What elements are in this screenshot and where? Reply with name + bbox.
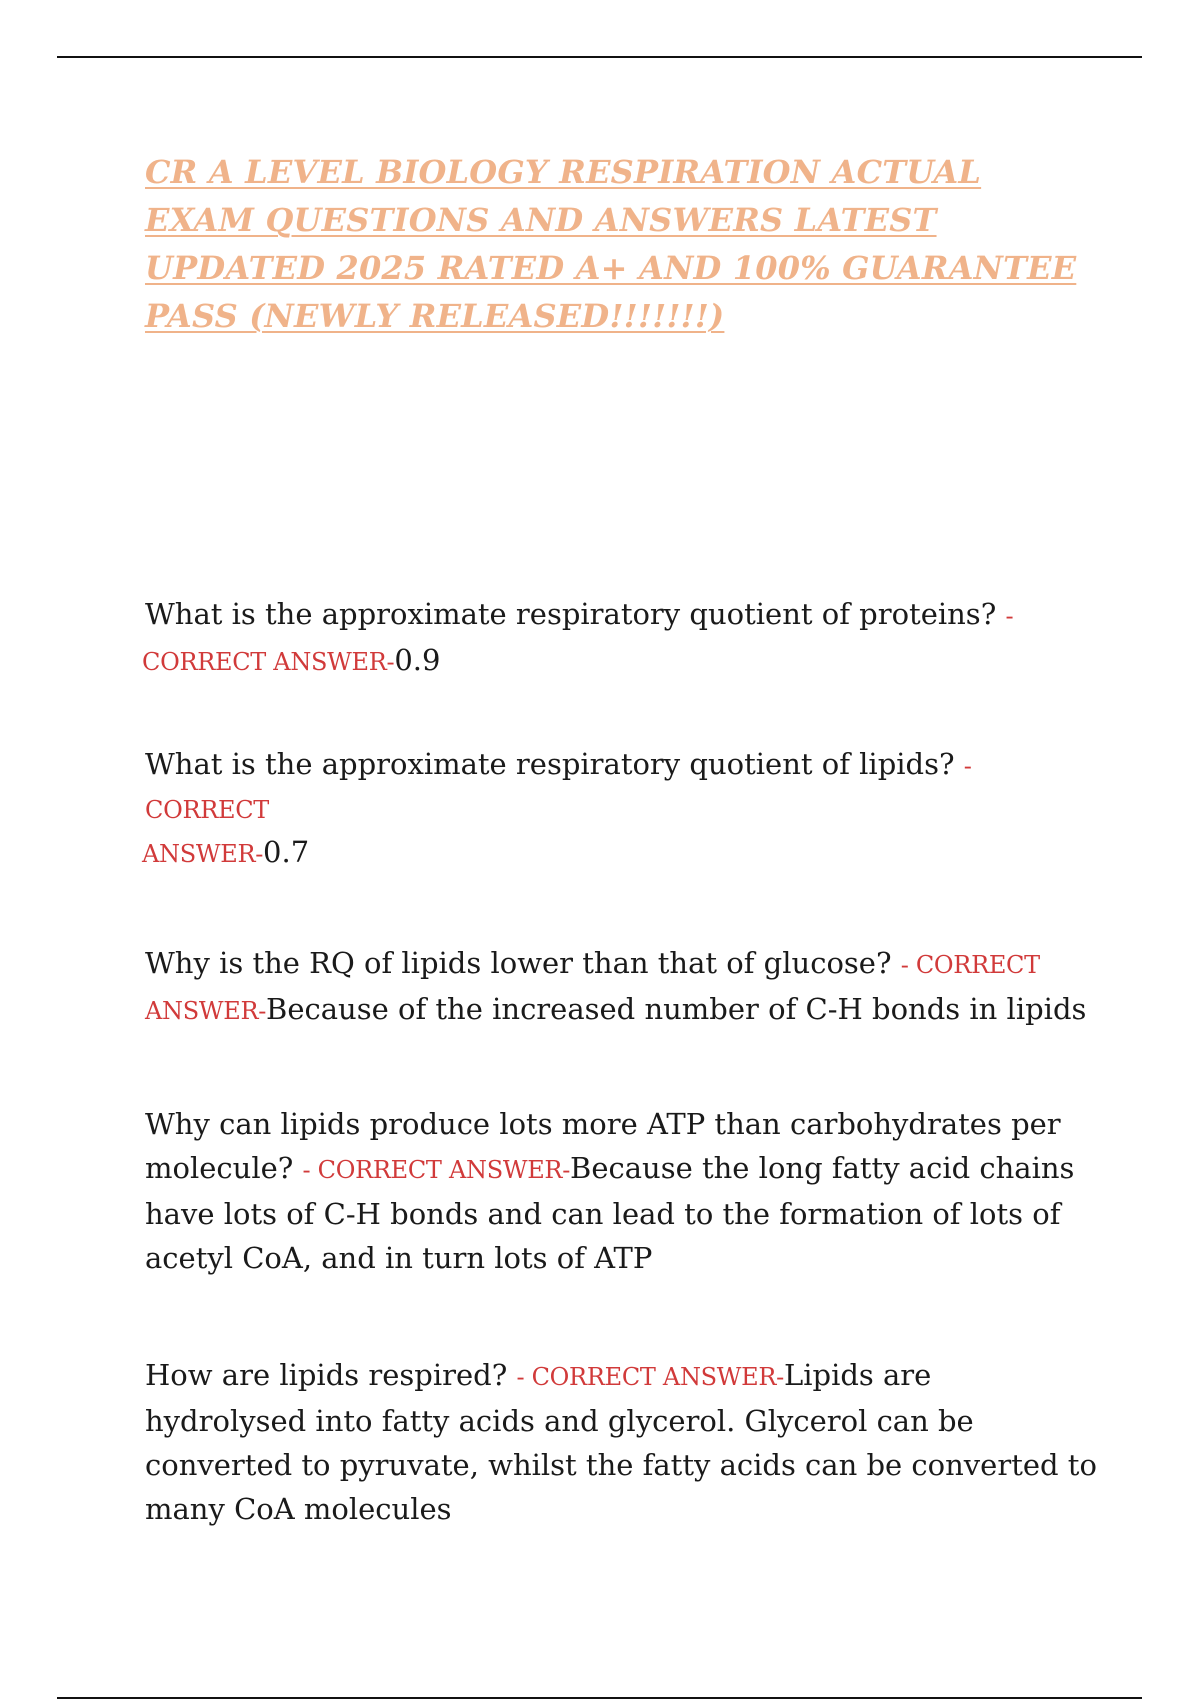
- answer-marker-dash: -: [1005, 602, 1014, 630]
- qa-line: [145, 1353, 1065, 1399]
- qa-item: [145, 941, 1087, 1033]
- answer-text: 0.7: [263, 835, 310, 869]
- answer-text: Because the long fatty acid chains: [570, 1151, 1075, 1185]
- question-text: Why is the RQ of lipids lower than that of glucose?: [145, 946, 892, 980]
- qa-item: [145, 1102, 1075, 1280]
- qa-line: many CoA molecules: [145, 1492, 452, 1526]
- title-line: UPDATED 2025 RATED A+ AND 100% GUARANTEE: [145, 249, 1077, 287]
- title-line: CR A LEVEL BIOLOGY RESPIRATION ACTUAL: [145, 153, 982, 191]
- title-line: EXAM QUESTIONS AND ANSWERS LATEST: [145, 201, 937, 239]
- qa-item: [145, 1353, 1097, 1531]
- answer-marker: CORRECT: [145, 796, 269, 824]
- qa-line: Why can lipids produce lots more ATP than carbohydrates per: [145, 1107, 1061, 1141]
- qa-item: [142, 592, 1065, 684]
- question-text: How are lipids respired?: [145, 1358, 508, 1392]
- answer-marker: - CORRECT ANSWER-: [516, 1363, 784, 1391]
- answer-marker: CORRECT ANSWER-: [142, 648, 395, 676]
- question-text: molecule?: [145, 1151, 294, 1185]
- bottom-rule: [57, 1697, 1142, 1699]
- qa-line: [142, 830, 1065, 876]
- question-text: What is the approximate respiratory quotient of lipids?: [145, 747, 955, 781]
- answer-marker: ANSWER-: [142, 840, 264, 868]
- qa-line: [145, 788, 1065, 830]
- title-line: PASS (NEWLY RELEASED!!!!!!!): [145, 297, 725, 335]
- qa-item: [142, 742, 1065, 876]
- answer-text: Lipids are: [783, 1358, 932, 1392]
- answer-marker: - CORRECT: [900, 951, 1040, 979]
- question-text: What is the approximate respiratory quotient of proteins?: [145, 597, 997, 631]
- qa-line: [145, 941, 1065, 987]
- qa-line: hydrolysed into fatty acids and glycerol. Glycerol can be: [145, 1404, 974, 1438]
- answer-marker: ANSWER-: [145, 997, 267, 1025]
- top-rule: [57, 56, 1142, 58]
- qa-line: [145, 592, 1065, 638]
- answer-marker-dash: -: [963, 752, 972, 780]
- qa-line: [142, 638, 1065, 684]
- answer-text: Because of the increased number of C-H bonds in lipids: [266, 992, 1087, 1026]
- qa-line: acetyl CoA, and in turn lots of ATP: [145, 1241, 653, 1275]
- qa-line: [145, 1146, 1075, 1192]
- document-title: [145, 148, 1077, 340]
- answer-marker: - CORRECT ANSWER-: [302, 1156, 571, 1184]
- qa-line: converted to pyruvate, whilst the fatty acids can be converted to: [145, 1448, 1097, 1482]
- qa-line: [145, 742, 1065, 788]
- qa-line: have lots of C-H bonds and can lead to the formation of lots of: [145, 1197, 1061, 1231]
- answer-text: 0.9: [394, 643, 441, 677]
- qa-line: [145, 987, 1087, 1033]
